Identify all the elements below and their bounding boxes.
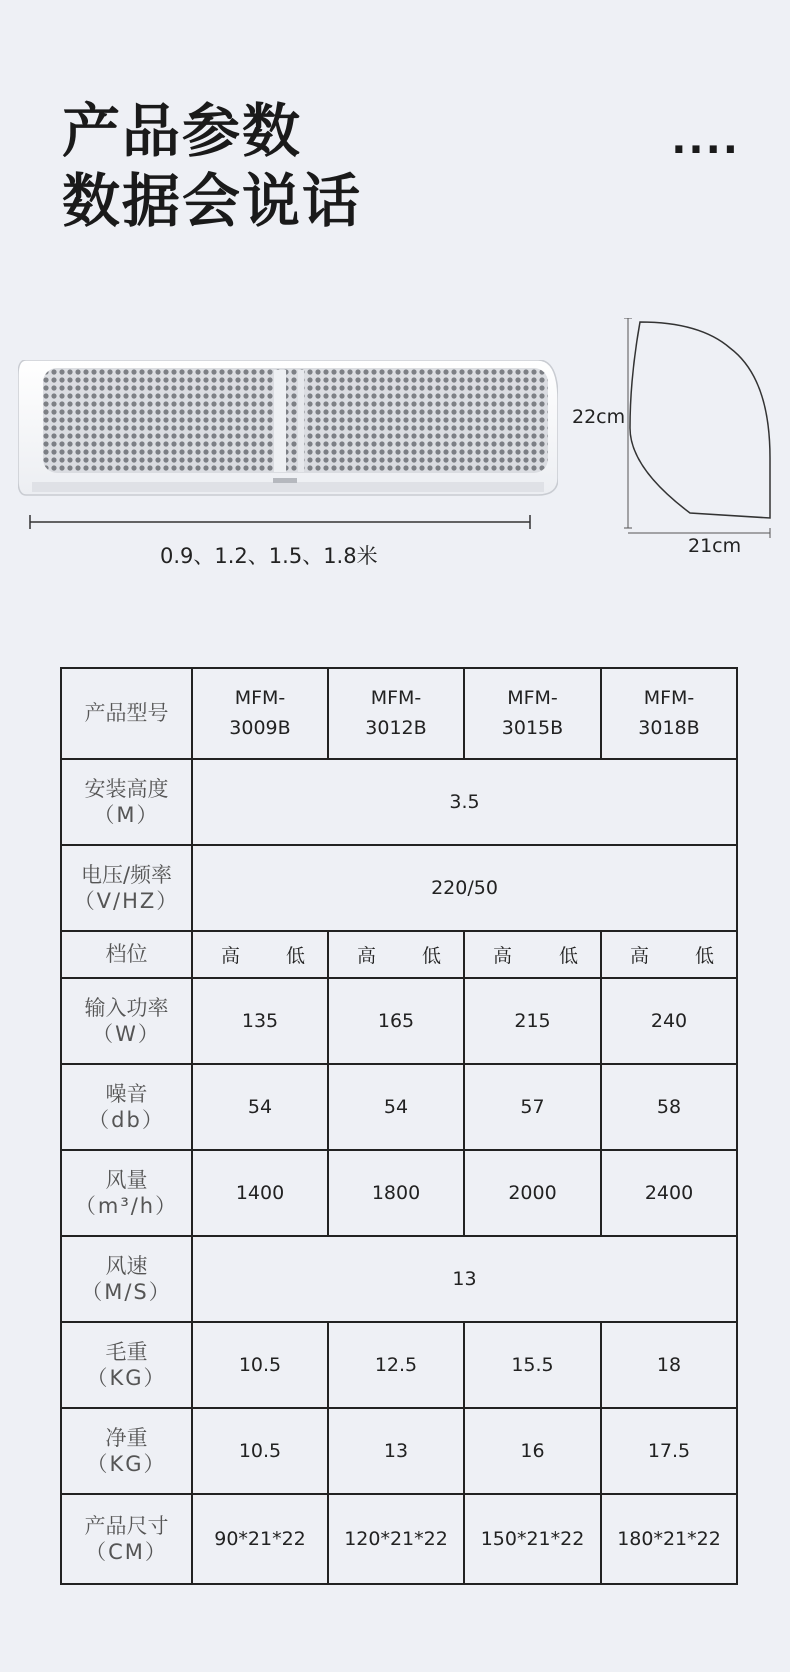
power-value: 215 — [464, 978, 601, 1064]
row-label-noise: 噪音 （db） — [61, 1064, 192, 1150]
gear-cell: 高 低 — [328, 931, 464, 978]
more-dots-icon: ···· — [671, 127, 740, 173]
model-cell: MFM- 3009B — [192, 668, 328, 759]
size-value: 180*21*22 — [601, 1494, 737, 1584]
depth-dimension-label: 21cm — [688, 535, 742, 557]
gear-cell: 高 低 — [601, 931, 737, 978]
model-cell: MFM- 3012B — [328, 668, 464, 759]
length-options-label: 0.9、1.2、1.5、1.8米 — [160, 544, 378, 568]
table-row-voltage — [61, 845, 737, 931]
gross-weight-value: 18 — [601, 1322, 737, 1408]
net-weight-value: 17.5 — [601, 1408, 737, 1494]
row-label-gear: 档位 — [61, 931, 192, 978]
gear-cell: 高 低 — [464, 931, 601, 978]
noise-value: 54 — [192, 1064, 328, 1150]
table-row-power — [61, 978, 737, 1064]
row-label-install-height: 安装高度 （M） — [61, 759, 192, 845]
power-value: 240 — [601, 978, 737, 1064]
power-value: 135 — [192, 978, 328, 1064]
airflow-value: 1800 — [328, 1150, 464, 1236]
gear-cell: 高 低 — [192, 931, 328, 978]
net-weight-value: 13 — [328, 1408, 464, 1494]
row-label-power: 输入功率 （W） — [61, 978, 192, 1064]
row-label-gross-weight: 毛重 （KG） — [61, 1322, 192, 1408]
power-value: 165 — [328, 978, 464, 1064]
row-label-airflow: 风量 （m³/h） — [61, 1150, 192, 1236]
gross-weight-value: 10.5 — [192, 1322, 328, 1408]
table-row-noise — [61, 1064, 737, 1150]
row-label-model: 产品型号 — [61, 668, 192, 759]
noise-value: 54 — [328, 1064, 464, 1150]
row-label-voltage: 电压/频率 （V/HZ） — [61, 845, 192, 931]
noise-value: 57 — [464, 1064, 601, 1150]
model-cell: MFM- 3015B — [464, 668, 601, 759]
table-row-airflow — [61, 1150, 737, 1236]
speed-value: 13 — [192, 1236, 737, 1322]
page-title-line-2: 数据会说话 — [62, 167, 363, 235]
noise-value: 58 — [601, 1064, 737, 1150]
spec-table — [60, 667, 738, 1585]
model-cell: MFM- 3018B — [601, 668, 737, 759]
table-row-install-height — [61, 759, 737, 845]
table-row-model — [61, 668, 737, 759]
table-row-gear — [61, 931, 737, 978]
gross-weight-value: 15.5 — [464, 1322, 601, 1408]
voltage-value: 220/50 — [192, 845, 737, 931]
table-row-gross-weight — [61, 1322, 737, 1408]
product-side-profile-image — [600, 318, 780, 548]
airflow-value: 2400 — [601, 1150, 737, 1236]
row-label-net-weight: 净重 （KG） — [61, 1408, 192, 1494]
gross-weight-value: 12.5 — [328, 1322, 464, 1408]
height-dimension-label: 22cm — [572, 406, 626, 428]
product-front-image — [18, 360, 558, 535]
size-value: 150*21*22 — [464, 1494, 601, 1584]
row-label-speed: 风速 （M/S） — [61, 1236, 192, 1322]
table-row-speed — [61, 1236, 737, 1322]
table-row-size — [61, 1494, 737, 1584]
table-row-net-weight — [61, 1408, 737, 1494]
size-value: 120*21*22 — [328, 1494, 464, 1584]
net-weight-value: 16 — [464, 1408, 601, 1494]
row-label-size: 产品尺寸 （CM） — [61, 1494, 192, 1584]
net-weight-value: 10.5 — [192, 1408, 328, 1494]
size-value: 90*21*22 — [192, 1494, 328, 1584]
airflow-value: 2000 — [464, 1150, 601, 1236]
airflow-value: 1400 — [192, 1150, 328, 1236]
install-height-value: 3.5 — [192, 759, 737, 845]
page-title-line-1: 产品参数 — [62, 97, 303, 165]
